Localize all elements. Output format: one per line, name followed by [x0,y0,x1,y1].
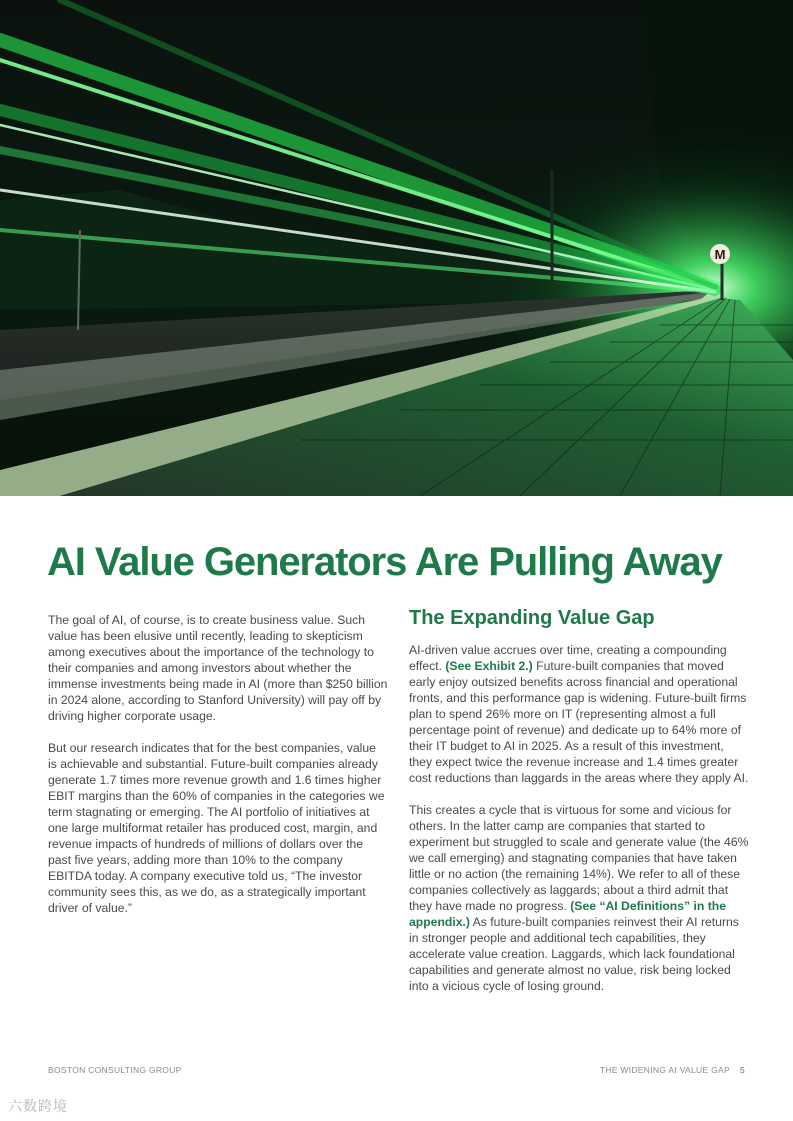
page-title: AI Value Generators Are Pulling Away [47,540,722,584]
exhibit-reference-link[interactable]: (See Exhibit 2.) [445,659,533,673]
paragraph: AI-driven value accrues over time, creating a compounding effect. (See Exhibit 2.) Future-built companies that moved early enjoy outsized benefits across financial and operational fronts, and this performance gap is widening. Future-built firms plan to spend 26% more on IT (representing almost a full percentage point of revenue) and dedicate up to 64% more of their IT budget to AI in 2025. As a result of this investment, they expect twice the revenue increase and 1.4 times greater cost reductions than laggards in the areas where they apply AI. [409,643,749,785]
watermark: 六数跨境 [8,1098,68,1114]
metro-sign-icon [710,244,730,264]
paragraph: But our research indicates that for the best companies, value is achievable and substantial. Future-built companies already generate 1.7 times more revenue growth and 1.6 times higher EBIT margins than the 60% of companies in the categories we term stagnating or emerging. The AI portfolio of initiatives at one large multiformat retailer has produced cost, margin, and revenue impacts of hundreds of millions of dollars over the past five years, adding more than 10% to the company EBITDA today. A company executive told us, “The investor community sees this, as we do, as a strategically important driver of value.” [48,741,385,915]
page-number: 5 [739,1065,745,1075]
paragraph: This creates a cycle that is virtuous for some and vicious for others. In the latter camp are companies that started to experiment but struggled to scale and generate value (the 46% we call emerging) and stagnating companies that have taken little or no action (the remaining 14%). We refer to all of these companies collectively as laggards; about a third admit that they have made no progress. (See “AI Definitions” in the appendix.) As future-built companies reinvest their AI returns in stronger people and additional tech capabilities, they accelerate value creation. Laggards, which lack foundational capabilities and generate almost no value, risk being locked into a vicious cycle of losing ground. [409,803,749,993]
section-heading: The Expanding Value Gap [409,607,655,629]
hero-image [0,0,793,496]
footer-report-title: THE WIDENING AI VALUE GAP 5 [599,1065,745,1075]
left-column [48,612,388,932]
footer-publisher: BOSTON CONSULTING GROUP [48,1065,182,1075]
paragraph: The goal of AI, of course, is to create business value. Such value has been elusive until recently, leading to skepticism among executives about the importance of the technology to their companies and among investors about whether the immense investments being made in AI (more than $250 billion in 2024 alone, according to Stanford University) will pay off by driving higher corporate usage. [48,613,388,723]
appendix-reference-link[interactable]: (See “AI Definitions” in the appendix.) [409,899,726,929]
svg-text:M: M [714,247,726,262]
right-column [409,606,749,1010]
